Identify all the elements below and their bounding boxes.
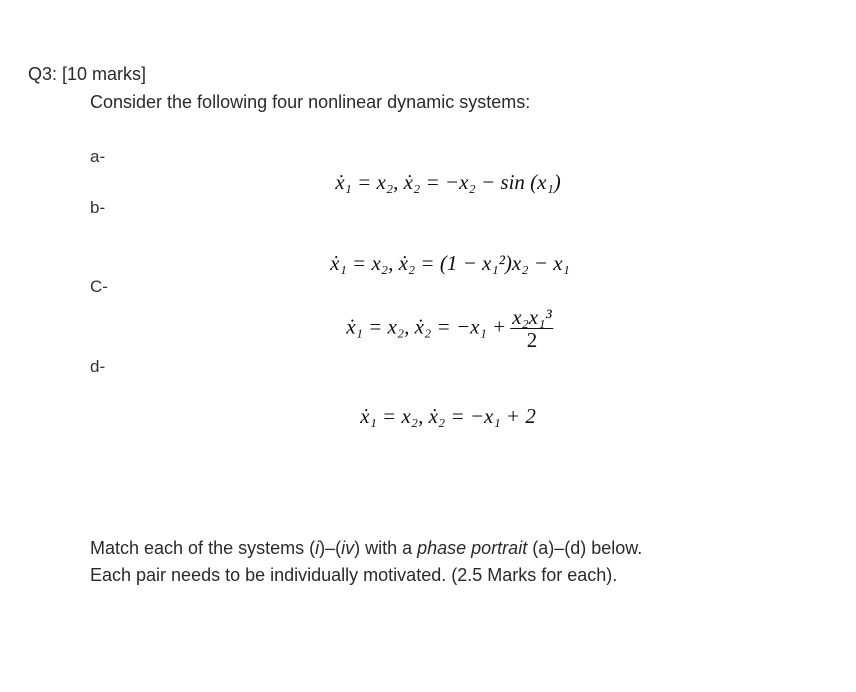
instruction-roman-i: i bbox=[315, 538, 320, 558]
equation-c-fraction bbox=[510, 306, 554, 351]
fraction-numerator: x₂x₁³ bbox=[512, 305, 552, 329]
instruction-text: (a)–(d) below. bbox=[527, 538, 643, 558]
system-label-b: b- bbox=[90, 198, 106, 217]
system-equation-d: ẋ₁ = x₂, ẋ₂ = −x₁ + 2 bbox=[360, 404, 536, 428]
equation-c-prefix: ẋ₁ = x₂, ẋ₂ = −x₁ + bbox=[346, 314, 507, 339]
instruction-line-2: Each pair needs to be individually motivated. (2.5 Marks for each). bbox=[90, 565, 618, 585]
instruction-roman-iv: iv bbox=[341, 538, 355, 558]
instruction-text: )–( bbox=[319, 538, 342, 558]
fraction-denominator: 2 bbox=[526, 328, 538, 352]
system-label-c: C- bbox=[90, 277, 108, 296]
system-label-d: d- bbox=[90, 357, 106, 376]
system-equation-b: ẋ₁ = x₂, ẋ₂ = (1 − x₁²)x₂ − x₁ bbox=[330, 251, 570, 275]
instruction-text: Match each of the systems ( bbox=[90, 538, 316, 558]
system-label-a: a- bbox=[90, 147, 106, 166]
question-header bbox=[28, 64, 146, 85]
question-marks: [10 marks] bbox=[62, 64, 147, 84]
system-equation-c bbox=[346, 306, 553, 351]
instruction-phase-portrait: phase portrait bbox=[417, 538, 528, 558]
intro-text: Consider the following four nonlinear dynamic systems: bbox=[90, 92, 531, 112]
instruction-text: ) with a bbox=[354, 538, 418, 558]
instruction-line-1 bbox=[90, 538, 642, 559]
question-number: Q3: bbox=[28, 64, 58, 84]
system-equation-a: ẋ₁ = x₂, ẋ₂ = −x₂ − sin (x₁) bbox=[335, 170, 561, 194]
